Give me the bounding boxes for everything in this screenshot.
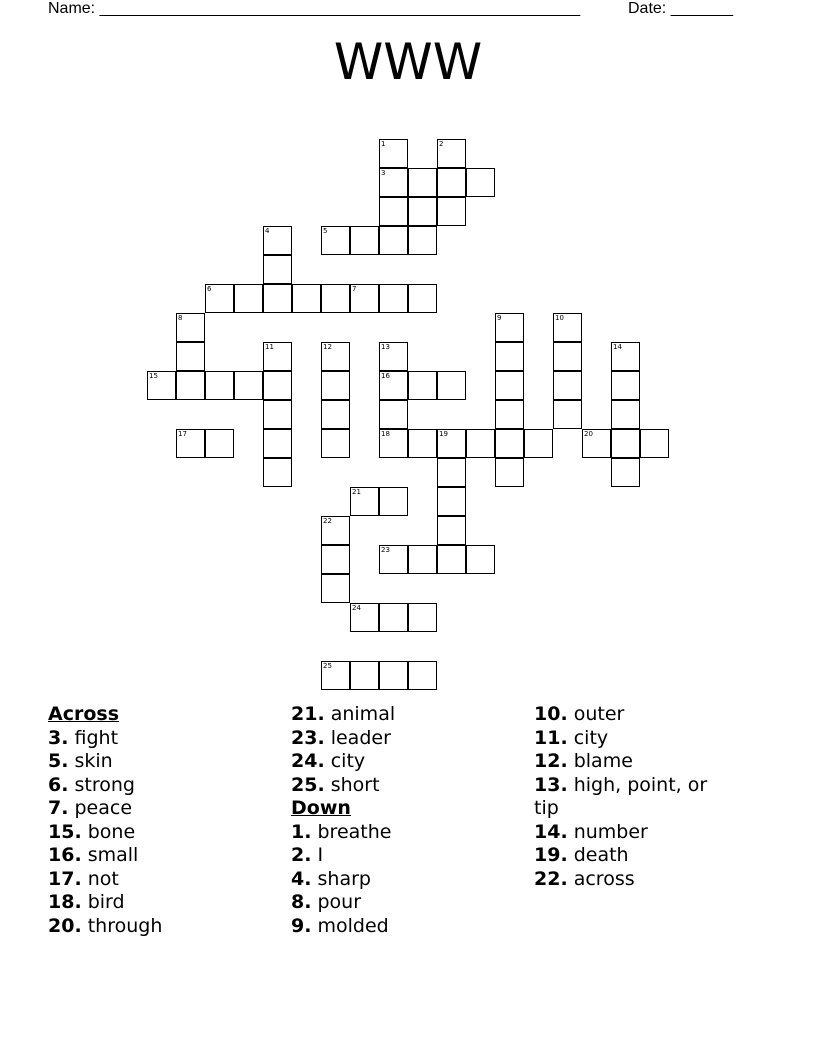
- grid-cell[interactable]: [321, 661, 350, 690]
- grid-cell[interactable]: [379, 139, 408, 168]
- grid-cell[interactable]: [640, 429, 669, 458]
- grid-cell[interactable]: [437, 487, 466, 516]
- grid-cell[interactable]: [263, 429, 292, 458]
- clue-across: 21. animal: [291, 703, 396, 725]
- grid-cell[interactable]: [263, 284, 292, 313]
- grid-cell[interactable]: [611, 458, 640, 487]
- grid-cell[interactable]: [611, 429, 640, 458]
- grid-cell[interactable]: [495, 429, 524, 458]
- clue-number-label: 4: [265, 227, 270, 235]
- clue-down: 22. across: [534, 867, 635, 890]
- grid-cell[interactable]: [495, 313, 524, 342]
- grid-cell[interactable]: [205, 371, 234, 400]
- clue-across: 18. bird: [48, 891, 125, 913]
- clue-down: 19. death: [534, 844, 629, 866]
- grid-cell[interactable]: [263, 226, 292, 255]
- grid-cell[interactable]: [408, 545, 437, 574]
- clue-down: 11. city: [534, 726, 609, 749]
- grid-cell[interactable]: [263, 255, 292, 284]
- clue-number-label: 7: [352, 285, 357, 293]
- clue-number-label: 10: [555, 314, 564, 322]
- grid-cell[interactable]: [495, 371, 524, 400]
- clue-across: 3. fight: [48, 726, 119, 749]
- clue-number-label: 24: [352, 604, 361, 612]
- grid-cell[interactable]: [379, 429, 408, 458]
- grid-cell[interactable]: [321, 342, 350, 371]
- grid-cell[interactable]: [321, 371, 350, 400]
- clue-number-label: 23: [381, 546, 390, 554]
- clue-number-label: 25: [323, 662, 332, 670]
- grid-cell[interactable]: [350, 661, 379, 690]
- grid-cell[interactable]: [176, 429, 205, 458]
- grid-cell[interactable]: [408, 661, 437, 690]
- clue-down: 9. molded: [291, 914, 389, 937]
- grid-cell[interactable]: [437, 429, 466, 458]
- grid-cell[interactable]: [553, 313, 582, 342]
- grid-cell[interactable]: [611, 400, 640, 429]
- clues-column-1: [48, 703, 278, 938]
- clue-number-label: 3: [381, 169, 386, 177]
- grid-cell[interactable]: [321, 226, 350, 255]
- grid-cell[interactable]: [408, 226, 437, 255]
- clue-across: 25. short: [291, 773, 380, 796]
- grid-cell[interactable]: [234, 371, 263, 400]
- grid-cell[interactable]: [524, 429, 553, 458]
- grid-cell[interactable]: [321, 400, 350, 429]
- clue-number-label: 17: [178, 430, 187, 438]
- clue-across: 5. skin: [48, 750, 113, 772]
- grid-cell[interactable]: [466, 545, 495, 574]
- grid-cell[interactable]: [292, 284, 321, 313]
- grid-cell[interactable]: [379, 197, 408, 226]
- grid-cell[interactable]: [437, 197, 466, 226]
- clue-number-label: 20: [584, 430, 593, 438]
- clue-across: 6. strong: [48, 773, 135, 796]
- grid-cell[interactable]: [466, 429, 495, 458]
- clue-number-label: 5: [323, 227, 328, 235]
- grid-cell[interactable]: [321, 284, 350, 313]
- grid-cell[interactable]: [263, 400, 292, 429]
- clue-across: 20. through: [48, 914, 163, 937]
- grid-cell[interactable]: [437, 516, 466, 545]
- grid-cell[interactable]: [611, 342, 640, 371]
- grid-cell[interactable]: [379, 168, 408, 197]
- grid-cell[interactable]: [379, 661, 408, 690]
- grid-cell[interactable]: [379, 603, 408, 632]
- clue-down: 13. high, point, or tip: [534, 773, 708, 819]
- clue-number-label: 2: [439, 140, 444, 148]
- name-line: Name: ______________________________________________________: [48, 0, 581, 17]
- grid-cell[interactable]: [495, 458, 524, 487]
- clues-column-2: [291, 703, 521, 938]
- clue-down: 14. number: [534, 820, 648, 843]
- clue-down: 1. breathe: [291, 820, 392, 843]
- grid-cell[interactable]: [379, 400, 408, 429]
- grid-cell[interactable]: [321, 545, 350, 574]
- grid-cell[interactable]: [350, 487, 379, 516]
- grid-cell[interactable]: [495, 342, 524, 371]
- clue-across: 7. peace: [48, 797, 133, 819]
- clue-across: 16. small: [48, 844, 139, 866]
- grid-cell[interactable]: [379, 226, 408, 255]
- clue-down: 2. I: [291, 844, 324, 866]
- grid-cell[interactable]: [379, 284, 408, 313]
- grid-cell[interactable]: [379, 371, 408, 400]
- clue-number-label: 16: [381, 372, 390, 380]
- grid-cell[interactable]: [205, 284, 234, 313]
- grid-cell[interactable]: [321, 574, 350, 603]
- grid-cell[interactable]: [408, 603, 437, 632]
- grid-cell[interactable]: [176, 313, 205, 342]
- grid-cell[interactable]: [582, 429, 611, 458]
- down-heading: Down: [291, 797, 351, 819]
- grid-cell[interactable]: [408, 284, 437, 313]
- grid-cell[interactable]: [321, 429, 350, 458]
- clue-number-label: 21: [352, 488, 361, 496]
- date-line: Date: _______: [628, 0, 733, 17]
- grid-cell[interactable]: [408, 371, 437, 400]
- clue-down: 8. pour: [291, 891, 362, 913]
- grid-cell[interactable]: [263, 371, 292, 400]
- clue-down: 10. outer: [534, 703, 625, 725]
- grid-cell[interactable]: [350, 603, 379, 632]
- clue-across: 23. leader: [291, 726, 391, 749]
- grid-cell[interactable]: [611, 371, 640, 400]
- grid-cell[interactable]: [437, 139, 466, 168]
- grid-cell[interactable]: [263, 458, 292, 487]
- grid-cell[interactable]: [147, 371, 176, 400]
- clue-across: 17. not: [48, 867, 119, 890]
- clues-column-3: [534, 703, 734, 891]
- clue-number-label: 18: [381, 430, 390, 438]
- grid-cell[interactable]: [553, 400, 582, 429]
- grid-cell[interactable]: [321, 516, 350, 545]
- grid-cell[interactable]: [437, 371, 466, 400]
- grid-cell[interactable]: [408, 168, 437, 197]
- grid-cell[interactable]: [437, 545, 466, 574]
- grid-cell[interactable]: [263, 342, 292, 371]
- grid-cell[interactable]: [176, 371, 205, 400]
- clue-down: 12. blame: [534, 750, 633, 772]
- clue-number-label: 22: [323, 517, 332, 525]
- clue-down: 4. sharp: [291, 867, 371, 890]
- grid-cell[interactable]: [379, 342, 408, 371]
- grid-cell[interactable]: [408, 197, 437, 226]
- clue-number-label: 12: [323, 343, 332, 351]
- clue-number-label: 9: [497, 314, 502, 322]
- clue-across: 24. city: [291, 750, 366, 772]
- grid-cell[interactable]: [466, 168, 495, 197]
- grid-cell[interactable]: [350, 226, 379, 255]
- grid-cell[interactable]: [408, 429, 437, 458]
- grid-cell[interactable]: [234, 284, 263, 313]
- grid-cell[interactable]: [350, 284, 379, 313]
- clue-number-label: 15: [149, 372, 158, 380]
- grid-cell[interactable]: [176, 342, 205, 371]
- grid-cell[interactable]: [553, 342, 582, 371]
- across-heading: Across: [48, 703, 120, 725]
- clue-number-label: 1: [381, 140, 386, 148]
- grid-cell[interactable]: [379, 487, 408, 516]
- clue-number-label: 8: [178, 314, 183, 322]
- clue-number-label: 13: [381, 343, 390, 351]
- grid-cell[interactable]: [495, 400, 524, 429]
- clue-across: 15. bone: [48, 820, 136, 843]
- clue-number-label: 19: [439, 430, 448, 438]
- grid-cell[interactable]: [379, 545, 408, 574]
- puzzle-title: WWW: [333, 33, 483, 91]
- clue-number-label: 14: [613, 343, 622, 351]
- clue-number-label: 11: [265, 343, 274, 351]
- grid-cell[interactable]: [437, 458, 466, 487]
- grid-cell[interactable]: [553, 371, 582, 400]
- grid-cell[interactable]: [205, 429, 234, 458]
- grid-cell[interactable]: [437, 168, 466, 197]
- clue-number-label: 6: [207, 285, 212, 293]
